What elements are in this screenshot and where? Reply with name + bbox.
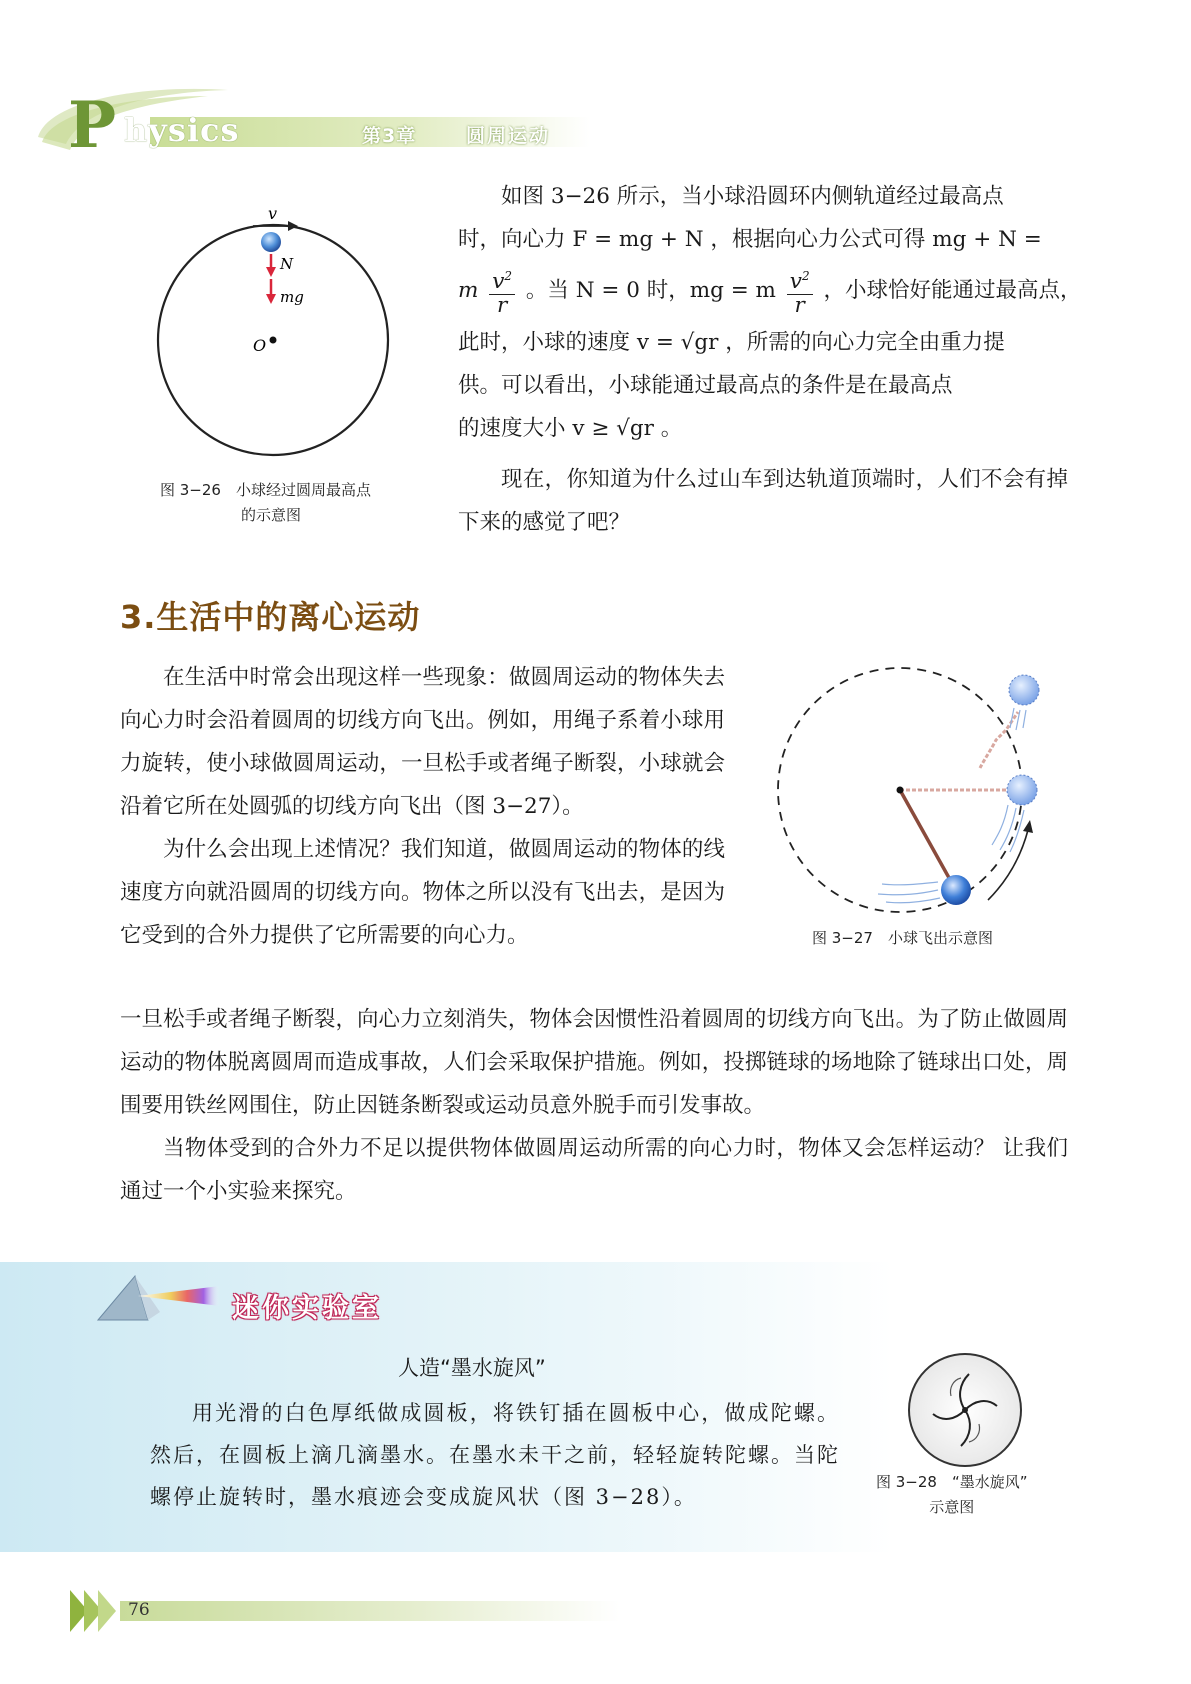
fraction-v2-r: $\frac{v^2}{r}$ <box>489 265 515 316</box>
logo-initial: P <box>68 88 117 163</box>
page-number: 76 <box>128 1600 150 1620</box>
paragraph-centripetal-top <box>458 175 1082 450</box>
paragraph-protection <box>120 998 1068 1213</box>
figure-3-27 <box>770 650 1070 925</box>
velocity-label: v <box>268 205 278 223</box>
gravity-label: mg <box>280 288 304 306</box>
footer-bar <box>120 1601 620 1621</box>
normal-force-label: N <box>280 255 294 273</box>
figure-3-26 <box>150 205 400 475</box>
figure-3-26-caption <box>160 478 371 528</box>
page-arrows-icon <box>70 1590 124 1632</box>
text-segment: 。当 N = 0 时，mg = m <box>525 278 776 303</box>
paragraph-text: 在生活中时常会出现这样一些现象：做圆周运动的物体失去向心力时会沿着圆周的切线方向飞出。例如，用绳子系着小球用力旋转，使小球做圆周运动，一旦松手或者绳子断裂，小球就会沿着它所在处圆弧的切线方向飞出（图 3−27）。 <box>120 665 725 819</box>
caption-line: 图 3−26 小球经过圆周最高点 <box>160 481 371 499</box>
formula-line <box>458 261 1082 321</box>
text-line: 此时，小球的速度 v = √gr ，所需的向心力完全由重力提 <box>458 330 1005 355</box>
ball-flying <box>1009 675 1039 705</box>
chapter-title: 圆周运动 <box>466 125 551 147</box>
section-title: 3.生活中的离心运动 <box>120 598 421 636</box>
center-point <box>270 337 277 344</box>
paragraph-text: 现在，你知道为什么过山车到达轨道顶端时，人们不会有掉下来的感觉了吧？ <box>458 467 1068 535</box>
paragraph-text: 为什么会出现上述情况？我们知道，做圆周运动的物体的线速度方向就沿圆周的切线方向。物体之所以没有飞出去，是因为它受到的合外力提供了它所需要的向心力。 <box>120 837 725 948</box>
prism-icon <box>90 1268 225 1326</box>
mini-lab-subtitle: 人造“墨水旋风” <box>398 1356 546 1380</box>
mini-lab-text <box>150 1392 840 1518</box>
text-line: 的速度大小 v ≥ √gr 。 <box>458 416 683 441</box>
formula-m: m <box>458 278 479 303</box>
paragraph-roller-coaster <box>458 458 1068 544</box>
center-label: O <box>253 336 267 355</box>
text-segment: ，小球恰好能通过最高点， <box>823 278 1082 303</box>
fraction-v2-r: $\frac{v^2}{r}$ <box>787 265 813 316</box>
ball-bottom <box>941 875 971 905</box>
text-line: 时，向心力 F = mg + N ，根据向心力公式可得 mg + N = <box>458 227 1042 252</box>
caption-line: 图 3−28 “墨水旋风” <box>876 1473 1028 1491</box>
paragraph-text: 当物体受到的合外力不足以提供物体做圆周运动所需的向心力时，物体又会怎样运动？ 让我们通过一个小实验来探究。 <box>120 1136 1068 1204</box>
paragraph-text: 一旦松手或者绳子断裂，向心力立刻消失，物体会因惯性沿着圆周的切线方向飞出。为了防止做圆周运动的物体脱离圆周而造成事故，人们会采取保护措施。例如，投掷链球的场地除了链球出口处，周围要用铁丝网围住，防止因链条断裂或运动员意外脱手而引发事故。 <box>120 1007 1068 1118</box>
logo-text: hysics <box>124 111 240 149</box>
pivot-point <box>897 787 904 794</box>
paragraph-text: 用光滑的白色厚纸做成圆板，将铁钉插在圆板中心，做成陀螺。然后，在圆板上滴几滴墨水。在墨水未干之前，轻轻旋转陀螺。当陀螺停止旋转时，墨水痕迹会变成旋风状（图 3−28）。 <box>150 1401 840 1509</box>
ball-right <box>1007 775 1037 805</box>
figure-3-28 <box>905 1350 1025 1470</box>
chapter-label: 第3章 <box>362 125 417 147</box>
text-line: 供。可以看出，小球能通过最高点的条件是在最高点 <box>458 373 953 398</box>
caption-line: 示意图 <box>929 1498 975 1516</box>
figure-3-27-caption: 图 3−27 小球飞出示意图 <box>812 929 993 947</box>
paragraph-centrifugal-intro <box>120 656 725 957</box>
ball <box>261 232 281 252</box>
caption-line: 的示意图 <box>241 506 302 524</box>
mini-lab-title: 迷你实验室 <box>232 1293 382 1324</box>
text-line: 如图 3−26 所示，当小球沿圆环内侧轨道经过最高点 <box>501 184 1004 209</box>
figure-3-28-caption <box>876 1470 1028 1520</box>
